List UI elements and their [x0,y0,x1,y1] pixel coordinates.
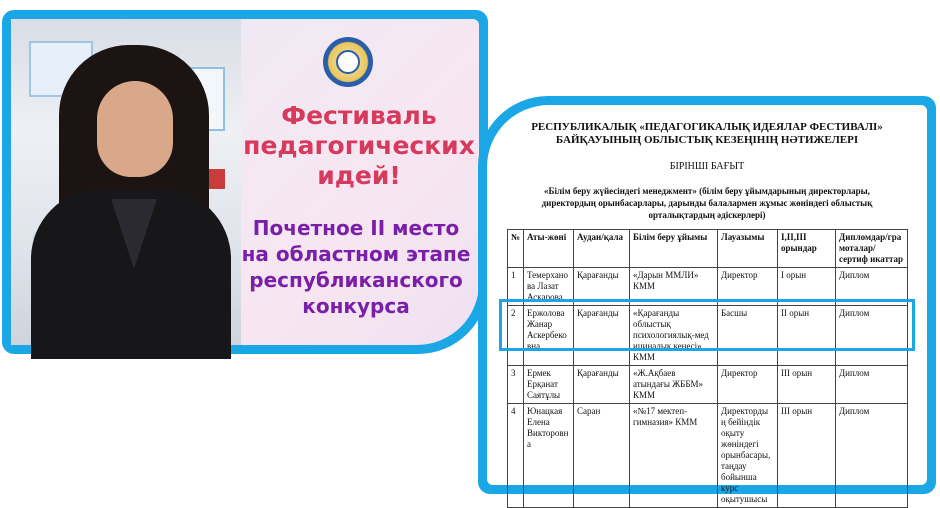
cell-number: 1 [508,268,524,306]
organization-logo [323,37,373,87]
document-card [478,96,936,504]
cell-position: Директор [718,268,778,306]
cell-organization: «Дарын ММЛИ» КММ [630,268,718,306]
cell-district: Саран [574,404,630,508]
header-district: Аудан/қала [574,230,630,268]
header-diploma: Дипломдар/гра моталар/сертиф икаттар [836,230,908,268]
cell-number: 2 [508,306,524,366]
cell-place: ІІІ орын [778,404,836,508]
photo-card-inner [11,19,479,345]
cell-name: Ермек Ерқанат Саятұлы [524,366,574,404]
cell-organization: «Ж.Ақбаев атындағы ЖББМ» КММ [630,366,718,404]
document-title: РЕСПУБЛИКАЛЫҚ «ПЕДАГОГИКАЛЫҚ ИДЕЯЛАР ФЕСТИВАЛІ» БАЙҚАУЫНЫҢ ОБЛЫСТЫҚ КЕЗЕҢІНІҢ НӘТИЖЕЛЕРІ [531,121,883,146]
cell-diploma: Диплом [836,366,908,404]
cell-place: І орын [778,268,836,306]
cell-number: 4 [508,404,524,508]
document-card-inner [487,105,927,504]
cell-position: Директор [718,366,778,404]
header-position: Лауазымы [718,230,778,268]
table-row [508,404,908,508]
cell-name: Юнацкая Елена Викторовн а [524,404,574,508]
cell-name: Темерхано ва Лазат Асқарова [524,268,574,306]
cell-place: ІІІ орын [778,366,836,404]
cell-name: Ержолова Жанар Аскербеко вна [524,306,574,366]
table-header-row [508,230,908,268]
cell-place: ІІ орын [778,306,836,366]
highlighted-row-frame [499,299,915,351]
cell-position: Басшы [718,306,778,366]
document-description: «Білім беру жүйесіндегі менеджмент» (білім беру ұйымдарының директорлары, директордың орынбасарлары, дарынды балалармен жұмыс жөніндегі облыстық орталықтардың әдіскерлері) [541,186,873,220]
header-name: Аты-жөні [524,230,574,268]
cell-diploma: Диплом [836,306,908,366]
table-row [508,366,908,404]
person-face [97,81,173,177]
cell-position: Директорды ң бейіндік оқыту жөніндегі орынбасары, таңдау бойынша курс оқытушысы [718,404,778,508]
cell-organization: «№17 мектеп-гимназия» КММ [630,404,718,508]
logo-emblem-icon [336,50,360,74]
cell-district: Қарағанды [574,366,630,404]
cell-number: 3 [508,366,524,404]
award-subtitle: Почетное II место на областном этапе республиканского конкурса [241,216,471,318]
header-place: І,ІІ,ІІІ орындар [778,230,836,268]
document-section: БІРІНШІ БАҒЫТ [669,161,745,172]
results-table [507,229,908,508]
cell-diploma: Диплом [836,268,908,306]
cell-district: Қарағанды [574,268,630,306]
cell-diploma: Диплом [836,404,908,508]
photo-card [2,10,488,354]
cell-organization: «Қарағанды облыстық психологиялық-мед ициналық кеңесі» КММ [630,306,718,366]
header-number: № [508,230,524,268]
festival-title: Фестиваль педагогических идей! [243,101,475,190]
cell-district: Қарағанды [574,306,630,366]
header-organization: Білім беру ұйымы [630,230,718,268]
